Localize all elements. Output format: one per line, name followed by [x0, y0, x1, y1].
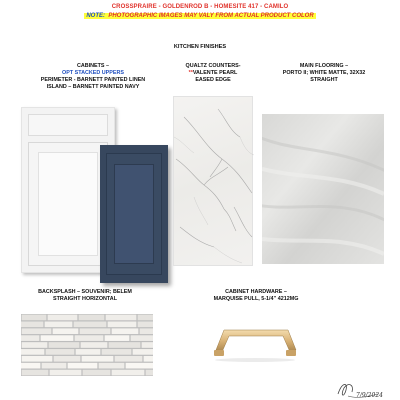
- hardware-line1: MARQUISE PULL, 5-1/4” 4212MG: [213, 296, 299, 302]
- backsplash-tile: [142, 342, 153, 348]
- backsplash-tile: [41, 335, 74, 341]
- backsplash-tile: [112, 328, 139, 334]
- cabinets-subtitle: OPT STACKED UPPERS: [62, 70, 124, 76]
- backsplash-label: [10, 289, 160, 303]
- backsplash-tile: [45, 321, 73, 327]
- backsplash-tile: [22, 315, 47, 321]
- backsplash-tile: [115, 356, 143, 362]
- backsplash-tile: [49, 342, 80, 348]
- backsplash-title: BACKSPLASH – SOUVENIR; BELEM: [38, 289, 132, 295]
- backsplash-tile: [42, 363, 67, 369]
- flooring-line1: PORTO II; WHITE MATTE, 32X32: [282, 70, 366, 76]
- note-line: [0, 13, 400, 19]
- quartz-sample-image: [173, 96, 253, 266]
- backsplash-tile: [133, 349, 153, 355]
- cabinet-navy-image: [100, 145, 168, 283]
- backsplash-tile: [131, 335, 153, 341]
- header: [0, 0, 400, 22]
- stacked-tiles: [21, 314, 153, 376]
- backsplash-tile: [21, 335, 39, 341]
- backsplash-tile: [74, 321, 107, 327]
- backsplash-tile: [138, 321, 153, 327]
- backsplash-tile: [21, 349, 44, 355]
- backsplash-tile: [144, 356, 153, 362]
- note-prefix: NOTE:: [86, 13, 105, 19]
- backsplash-tile: [22, 370, 49, 376]
- cabinet-pull-image: [206, 316, 304, 366]
- backsplash-tile: [99, 363, 125, 369]
- flooring-title: MAIN FLOORING –: [299, 63, 349, 69]
- cabinets-title: CABINETS –: [76, 63, 110, 69]
- countertops-line1: VALENTE PEARL: [192, 70, 238, 76]
- backsplash-tile: [106, 315, 137, 321]
- cabinets-line2: ISLAND – BARNETT PAINTED NAVY: [46, 84, 140, 90]
- backsplash-tile: [79, 315, 105, 321]
- cabinets-line1: PERIMETER - BARNETT PAINTED LINEN: [40, 77, 146, 83]
- tile-texture: [262, 114, 384, 264]
- backsplash-tile: [81, 342, 108, 348]
- backsplash-tile: [22, 328, 52, 334]
- section-heading: KITCHEN FINISHES: [173, 44, 227, 50]
- flooring-tile-image: [262, 114, 384, 264]
- countertops-stars: **: [188, 70, 193, 76]
- backsplash-tile: [112, 370, 145, 376]
- backsplash-tile: [53, 328, 79, 334]
- countertops-label: [170, 63, 256, 84]
- backsplash-tile: [126, 363, 153, 369]
- hardware-label: [196, 289, 316, 303]
- backsplash-tile: [54, 356, 81, 362]
- backsplash-tile: [138, 315, 153, 321]
- backsplash-tile: [83, 370, 111, 376]
- backsplash-tile: [75, 335, 104, 341]
- hardware-title: CABINET HARDWARE –: [225, 289, 287, 295]
- page-title: CROSSPRAIRE - GOLDENROD B - HOMESITE 417 - CAMILO: [111, 4, 289, 10]
- cabinets-label: [18, 63, 168, 91]
- marble-veins: [174, 97, 254, 267]
- backsplash-tile: [102, 349, 132, 355]
- backsplash-tile: [22, 342, 48, 348]
- signature-date: 7/9/2024: [356, 392, 383, 399]
- countertops-line2: EASED EDGE: [195, 77, 231, 83]
- backsplash-tile: [146, 370, 153, 376]
- backsplash-tile: [105, 335, 130, 341]
- flooring-label: [262, 63, 386, 84]
- backsplash-tile: [46, 349, 75, 355]
- backsplash-tile: [21, 321, 43, 327]
- backsplash-tile: [21, 363, 40, 369]
- backsplash-line1: STRAIGHT HORIZONTAL: [53, 296, 117, 302]
- flooring-line2: STRAIGHT: [310, 77, 338, 83]
- note-text: PHOTOGRAPHIC IMAGES MAY VALY FROM ACTUAL PRODUCT COLOR: [108, 13, 314, 19]
- backsplash-tile: [22, 356, 53, 362]
- backsplash-tile: [76, 349, 101, 355]
- backsplash-tile: [82, 356, 114, 362]
- backsplash-tile: [50, 370, 82, 376]
- backsplash-tile: [108, 321, 137, 327]
- backsplash-tile-image: [21, 314, 153, 376]
- backsplash-tile: [140, 328, 153, 334]
- countertops-title: QUALTZ COUNTERS-: [185, 63, 241, 69]
- backsplash-tile: [68, 363, 98, 369]
- backsplash-tile: [48, 315, 78, 321]
- backsplash-tile: [109, 342, 141, 348]
- backsplash-tile: [80, 328, 111, 334]
- pull-handle-icon: [206, 316, 304, 366]
